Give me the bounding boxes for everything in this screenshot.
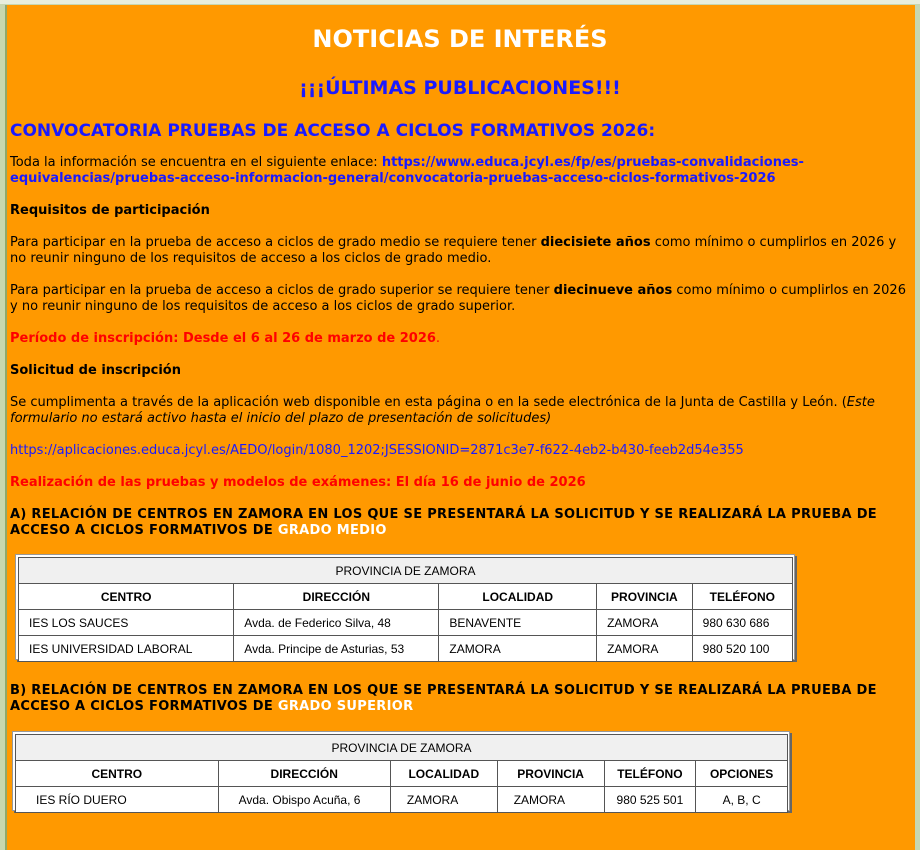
table-a-header-row bbox=[19, 584, 793, 610]
requisito-superior-age: diecinueve años bbox=[553, 283, 673, 298]
table-b-header: PROVINCIA bbox=[497, 761, 604, 787]
requisito-superior bbox=[10, 283, 910, 315]
table-b-header-row bbox=[16, 761, 788, 787]
solicitud-paragraph bbox=[10, 395, 910, 427]
requisito-medio-age: diecisiete años bbox=[540, 235, 651, 250]
periodo-text: Período de inscripción: Desde el 6 al 26 de marzo de 2026 bbox=[10, 331, 436, 346]
table-b bbox=[15, 734, 788, 813]
table-cell: Avda. Principe de Asturias, 53 bbox=[234, 636, 439, 662]
table-a-header: TELÉFONO bbox=[692, 584, 792, 610]
announcement-heading: CONVOCATORIA PRUEBAS DE ACCESO A CICLOS FORMATIVOS 2026: bbox=[10, 121, 656, 141]
table-cell: BENAVENTE bbox=[439, 610, 597, 636]
requisito-medio-rest: como mínimo o cumplirlos en 2026 y no reunir ninguno de los requisitos de acceso a los ciclos de grado medio. bbox=[10, 235, 897, 266]
table-a-header: LOCALIDAD bbox=[439, 584, 597, 610]
requisito-medio bbox=[10, 235, 910, 267]
table-cell: ZAMORA bbox=[597, 636, 693, 662]
table-b-header: DIRECCIÓN bbox=[218, 761, 390, 787]
solicitud-text: Se cumplimenta a través de la aplicación web disponible en esta página o en la sede electrónica de la Junta de Castilla y León. ( bbox=[10, 395, 847, 410]
table-cell: 980 525 501 bbox=[604, 787, 696, 813]
table-cell: IES RÍO DUERO bbox=[16, 787, 219, 813]
requisito-superior-text: Para participar en la prueba de acceso a ciclos de grado superior se requiere tener bbox=[10, 283, 554, 298]
news-panel bbox=[5, 5, 915, 850]
info-paragraph bbox=[10, 155, 910, 187]
realizacion-text: Realización de las pruebas y modelos de exámenes: El día 16 de junio de 2026 bbox=[10, 475, 586, 490]
top-border bbox=[0, 0, 920, 4]
section-a-text: A) RELACIÓN DE CENTROS EN ZAMORA EN LOS QUE SE PRESENTARÁ LA SOLICITUD Y SE REALIZARÁ LA PRUEBA DE ACCESO A CICLOS FORMATIVOS DE bbox=[10, 507, 877, 538]
table-cell: ZAMORA bbox=[597, 610, 693, 636]
periodo-inscripcion bbox=[10, 331, 910, 347]
table-b-header: TELÉFONO bbox=[604, 761, 696, 787]
page-title: NOTICIAS DE INTERÉS bbox=[312, 25, 608, 53]
table-cell: IES LOS SAUCES bbox=[19, 610, 234, 636]
section-b-highlight: GRADO SUPERIOR bbox=[277, 699, 414, 714]
section-b-text: B) RELACIÓN DE CENTROS EN ZAMORA EN LOS QUE SE PRESENTARÁ LA SOLICITUD Y SE REALIZARÁ LA PRUEBA DE ACCESO A CICLOS FORMATIVOS DE bbox=[10, 683, 877, 714]
table-b-wrapper bbox=[12, 731, 790, 811]
solicitud-note: Este formulario no estará activo hasta el inicio del plazo de presentación de solicitudes) bbox=[10, 395, 875, 426]
periodo-dot: . bbox=[435, 331, 441, 346]
table-row bbox=[19, 610, 793, 636]
table-a-header: DIRECCIÓN bbox=[234, 584, 439, 610]
table-a bbox=[18, 557, 793, 662]
table-cell: ZAMORA bbox=[439, 636, 597, 662]
table-cell: ZAMORA bbox=[497, 787, 604, 813]
table-cell: 980 630 686 bbox=[692, 610, 792, 636]
section-a-highlight: GRADO MEDIO bbox=[277, 523, 387, 538]
table-cell: ZAMORA bbox=[390, 787, 497, 813]
table-row bbox=[16, 787, 788, 813]
table-cell: A, B, C bbox=[696, 787, 788, 813]
table-a-wrapper bbox=[15, 554, 795, 660]
table-a-caption: PROVINCIA DE ZAMORA bbox=[19, 558, 793, 584]
table-cell: 980 520 100 bbox=[692, 636, 792, 662]
table-b-header: OPCIONES bbox=[696, 761, 788, 787]
app-link-paragraph bbox=[10, 443, 910, 459]
table-b-header: CENTRO bbox=[16, 761, 219, 787]
info-prefix: Toda la información se encuentra en el siguiente enlace: bbox=[10, 155, 382, 170]
table-b-header: LOCALIDAD bbox=[390, 761, 497, 787]
requisitos-title: Requisitos de participación bbox=[10, 203, 210, 218]
solicitud-title: Solicitud de inscripción bbox=[10, 363, 181, 378]
table-cell: Avda. Obispo Acuña, 6 bbox=[218, 787, 390, 813]
table-b-caption: PROVINCIA DE ZAMORA bbox=[16, 735, 788, 761]
app-link[interactable]: https://aplicaciones.educa.jcyl.es/AEDO/login/1080_1202;JSESSIONID=2871c3e7-f622-4eb2-b430-feeb2d54e355 bbox=[10, 443, 744, 458]
requisito-superior-rest: como mínimo o cumplirlos en 2026 y no reunir ninguno de los requisitos de acceso a los ciclos de grado superior. bbox=[10, 283, 906, 314]
table-row bbox=[19, 636, 793, 662]
table-cell: Avda. de Federico Silva, 48 bbox=[234, 610, 439, 636]
info-link[interactable]: https://www.educa.jcyl.es/fp/es/pruebas-convalidaciones-equivalencias/pruebas-acceso-informacion-general/convocatoria-pruebas-acceso-ciclos-formativos-2026 bbox=[10, 155, 804, 186]
section-a-heading bbox=[10, 507, 910, 539]
requisito-medio-text: Para participar en la prueba de acceso a ciclos de grado medio se requiere tener bbox=[10, 235, 541, 250]
page-subtitle: ¡¡¡ÚLTIMAS PUBLICACIONES!!! bbox=[299, 77, 621, 99]
table-a-header: CENTRO bbox=[19, 584, 234, 610]
table-cell: IES UNIVERSIDAD LABORAL bbox=[19, 636, 234, 662]
section-b-heading bbox=[10, 683, 910, 715]
table-a-header: PROVINCIA bbox=[597, 584, 693, 610]
